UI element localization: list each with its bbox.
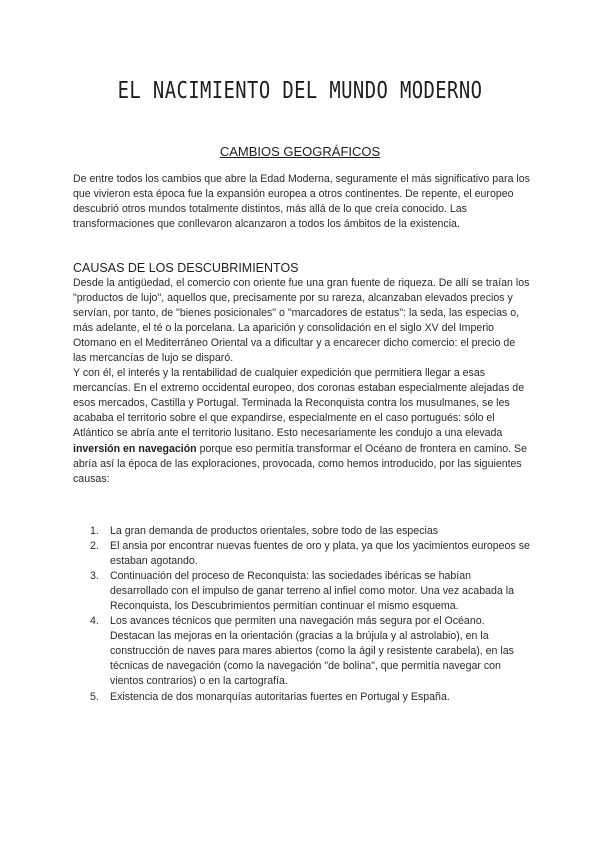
- list-item: [90, 614, 530, 689]
- subheading-causes: CAUSAS DE LOS DESCUBRIMIENTOS: [73, 261, 299, 275]
- list-item: [90, 539, 530, 569]
- paragraph-2-bold: inversión en navegación: [73, 442, 197, 455]
- paragraph-1: Desde la antigüedad, el comercio con oriente fue una gran fuente de riqueza. De allí se traían los "productos de lujo", aquellos que, precisamente por su rareza, alcanzaban elevados precios y servían, por tanto, de "bienes posicionales" o "marcadores de estatus": la seda, las especias o, más adelante, el té o la porcelana. La aparición y consolidación en el siglo XV del Imperio Otomano en el Mediterráneo Oriental va a dificultar y a encarecer dicho comercio: el precio de las mercancías de lujo se disparó.: [73, 277, 530, 365]
- intro-paragraph: De entre todos los cambios que abre la Edad Moderna, seguramente el más significativo para los que vivieron esta época fue la expansión europea a otros continentes. De repente, el europeo descubrió otros mundos totalmente distintos, más allá de lo que creía conocido. Las transformaciones que conllevaron alcanzaron a todos los ámbitos de la existencia.: [73, 173, 530, 231]
- list-item-number: 1.: [90, 525, 99, 537]
- list-item-text: Los avances técnicos que permiten una navegación más segura por el Océano. Destacan las mejoras en la orientación (gracias a la brújula y al astrolabio), en la construcción de naves para mares abiertos (como la ágil y resistente carabela), en las técnicas de navegación (como la navegación "de bolina", que permitía navegar con vientos contrarios) o en la cartografía.: [110, 615, 514, 688]
- section-title: CAMBIOS GEOGRÁFICOS: [219, 144, 381, 159]
- list-item-text: El ansia por encontrar nuevas fuentes de oro y plata, ya que los yacimientos europeos se estaban agotando.: [110, 540, 530, 568]
- causes-list: [90, 524, 530, 705]
- list-item-number: 4.: [90, 615, 99, 628]
- list-item-text: Continuación del proceso de Reconquista: las sociedades ibéricas se habían desarrollado con el impulso de ganar terreno al infiel como motor. Una vez acabada la Reconquista, los Descubrimientos permitían continuar el mismo esquema.: [110, 570, 514, 613]
- list-item-number: 3.: [90, 570, 99, 583]
- list-item-number: 2.: [90, 540, 99, 553]
- paragraph-2-start: Y con él, el interés y la rentabilidad de cualquier expedición que permitiera llegar a esas mercancías. En el extremo occidental europeo, dos coronas estaban especialmente alejadas de esos mercados, Castilla y Portugal. Terminada la Reconquista contra los musulmanes, se les acababa el territorio sobre el que expandirse, especialmente en el caso portugués: sólo el Atlántico se abría ante el territorio lusitano. Esto necesariamente les condujo a una elevada: [73, 367, 525, 440]
- list-item: [90, 569, 530, 614]
- list-item-text: La gran demanda de productos orientales, sobre todo de las especias: [110, 525, 439, 537]
- paragraph-2-end: porque eso permitía transformar el Océano de frontera en camino. Se abría así la época de las exploraciones, provocada, como hemos introducido, por las siguientes causas:: [73, 442, 527, 485]
- list-item-number: 5.: [90, 690, 99, 703]
- document-title: EL NACIMIENTO DEL MUNDO MODERNO: [117, 78, 483, 104]
- causes-body: [73, 276, 531, 487]
- list-item-text: Existencia de dos monarquías autoritarias fuertes en Portugal y España.: [110, 690, 450, 703]
- list-item: [90, 690, 530, 705]
- list-item: [90, 524, 530, 539]
